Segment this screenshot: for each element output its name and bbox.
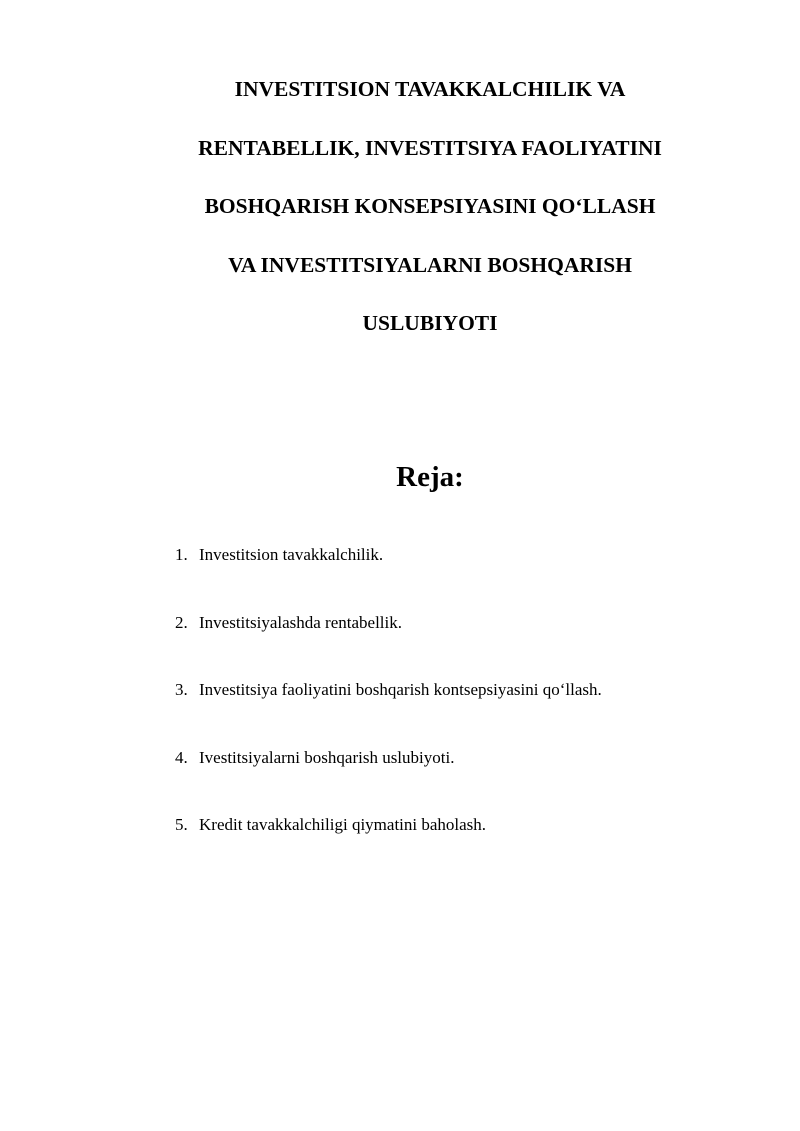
plan-item-text: Investitsion tavakkalchilik. <box>199 545 384 564</box>
plan-item-number: 3. <box>175 680 188 699</box>
plan-item-number: 5. <box>175 815 188 834</box>
plan-item <box>175 816 602 836</box>
title-line: BOSHQARISH KONSEPSIYASINI QO‘LLASH <box>204 194 656 218</box>
title-line: VA INVESTITSIYALARNI BOSHQARISH <box>228 252 632 277</box>
title-line: INVESTITSION TAVAKKALCHILIK VA <box>234 77 626 101</box>
plan-item <box>175 614 602 634</box>
plan-item <box>175 749 602 769</box>
plan-list <box>175 546 602 884</box>
plan-item-text: Ivestitsiyalarni boshqarish uslubiyoti. <box>199 747 455 767</box>
plan-item <box>175 546 602 566</box>
plan-item-text: Investitsiya faoliyatini boshqarish kontsepsiyasini qo‘llash. <box>199 680 602 699</box>
title-line: RENTABELLIK, INVESTITSIYA FAOLIYATINI <box>198 135 662 160</box>
document-title <box>100 79 760 372</box>
plan-item-number: 4. <box>175 747 188 767</box>
plan-item-text: Investitsiyalashda rentabellik. <box>199 612 402 632</box>
title-line: USLUBIYOTI <box>362 311 498 335</box>
plan-item-text: Kredit tavakkalchiligi qiymatini baholash. <box>199 815 487 834</box>
plan-item-number: 2. <box>175 612 188 632</box>
plan-item-number: 1. <box>175 545 188 564</box>
plan-heading: Reja: <box>396 461 464 493</box>
plan-item <box>175 681 602 701</box>
